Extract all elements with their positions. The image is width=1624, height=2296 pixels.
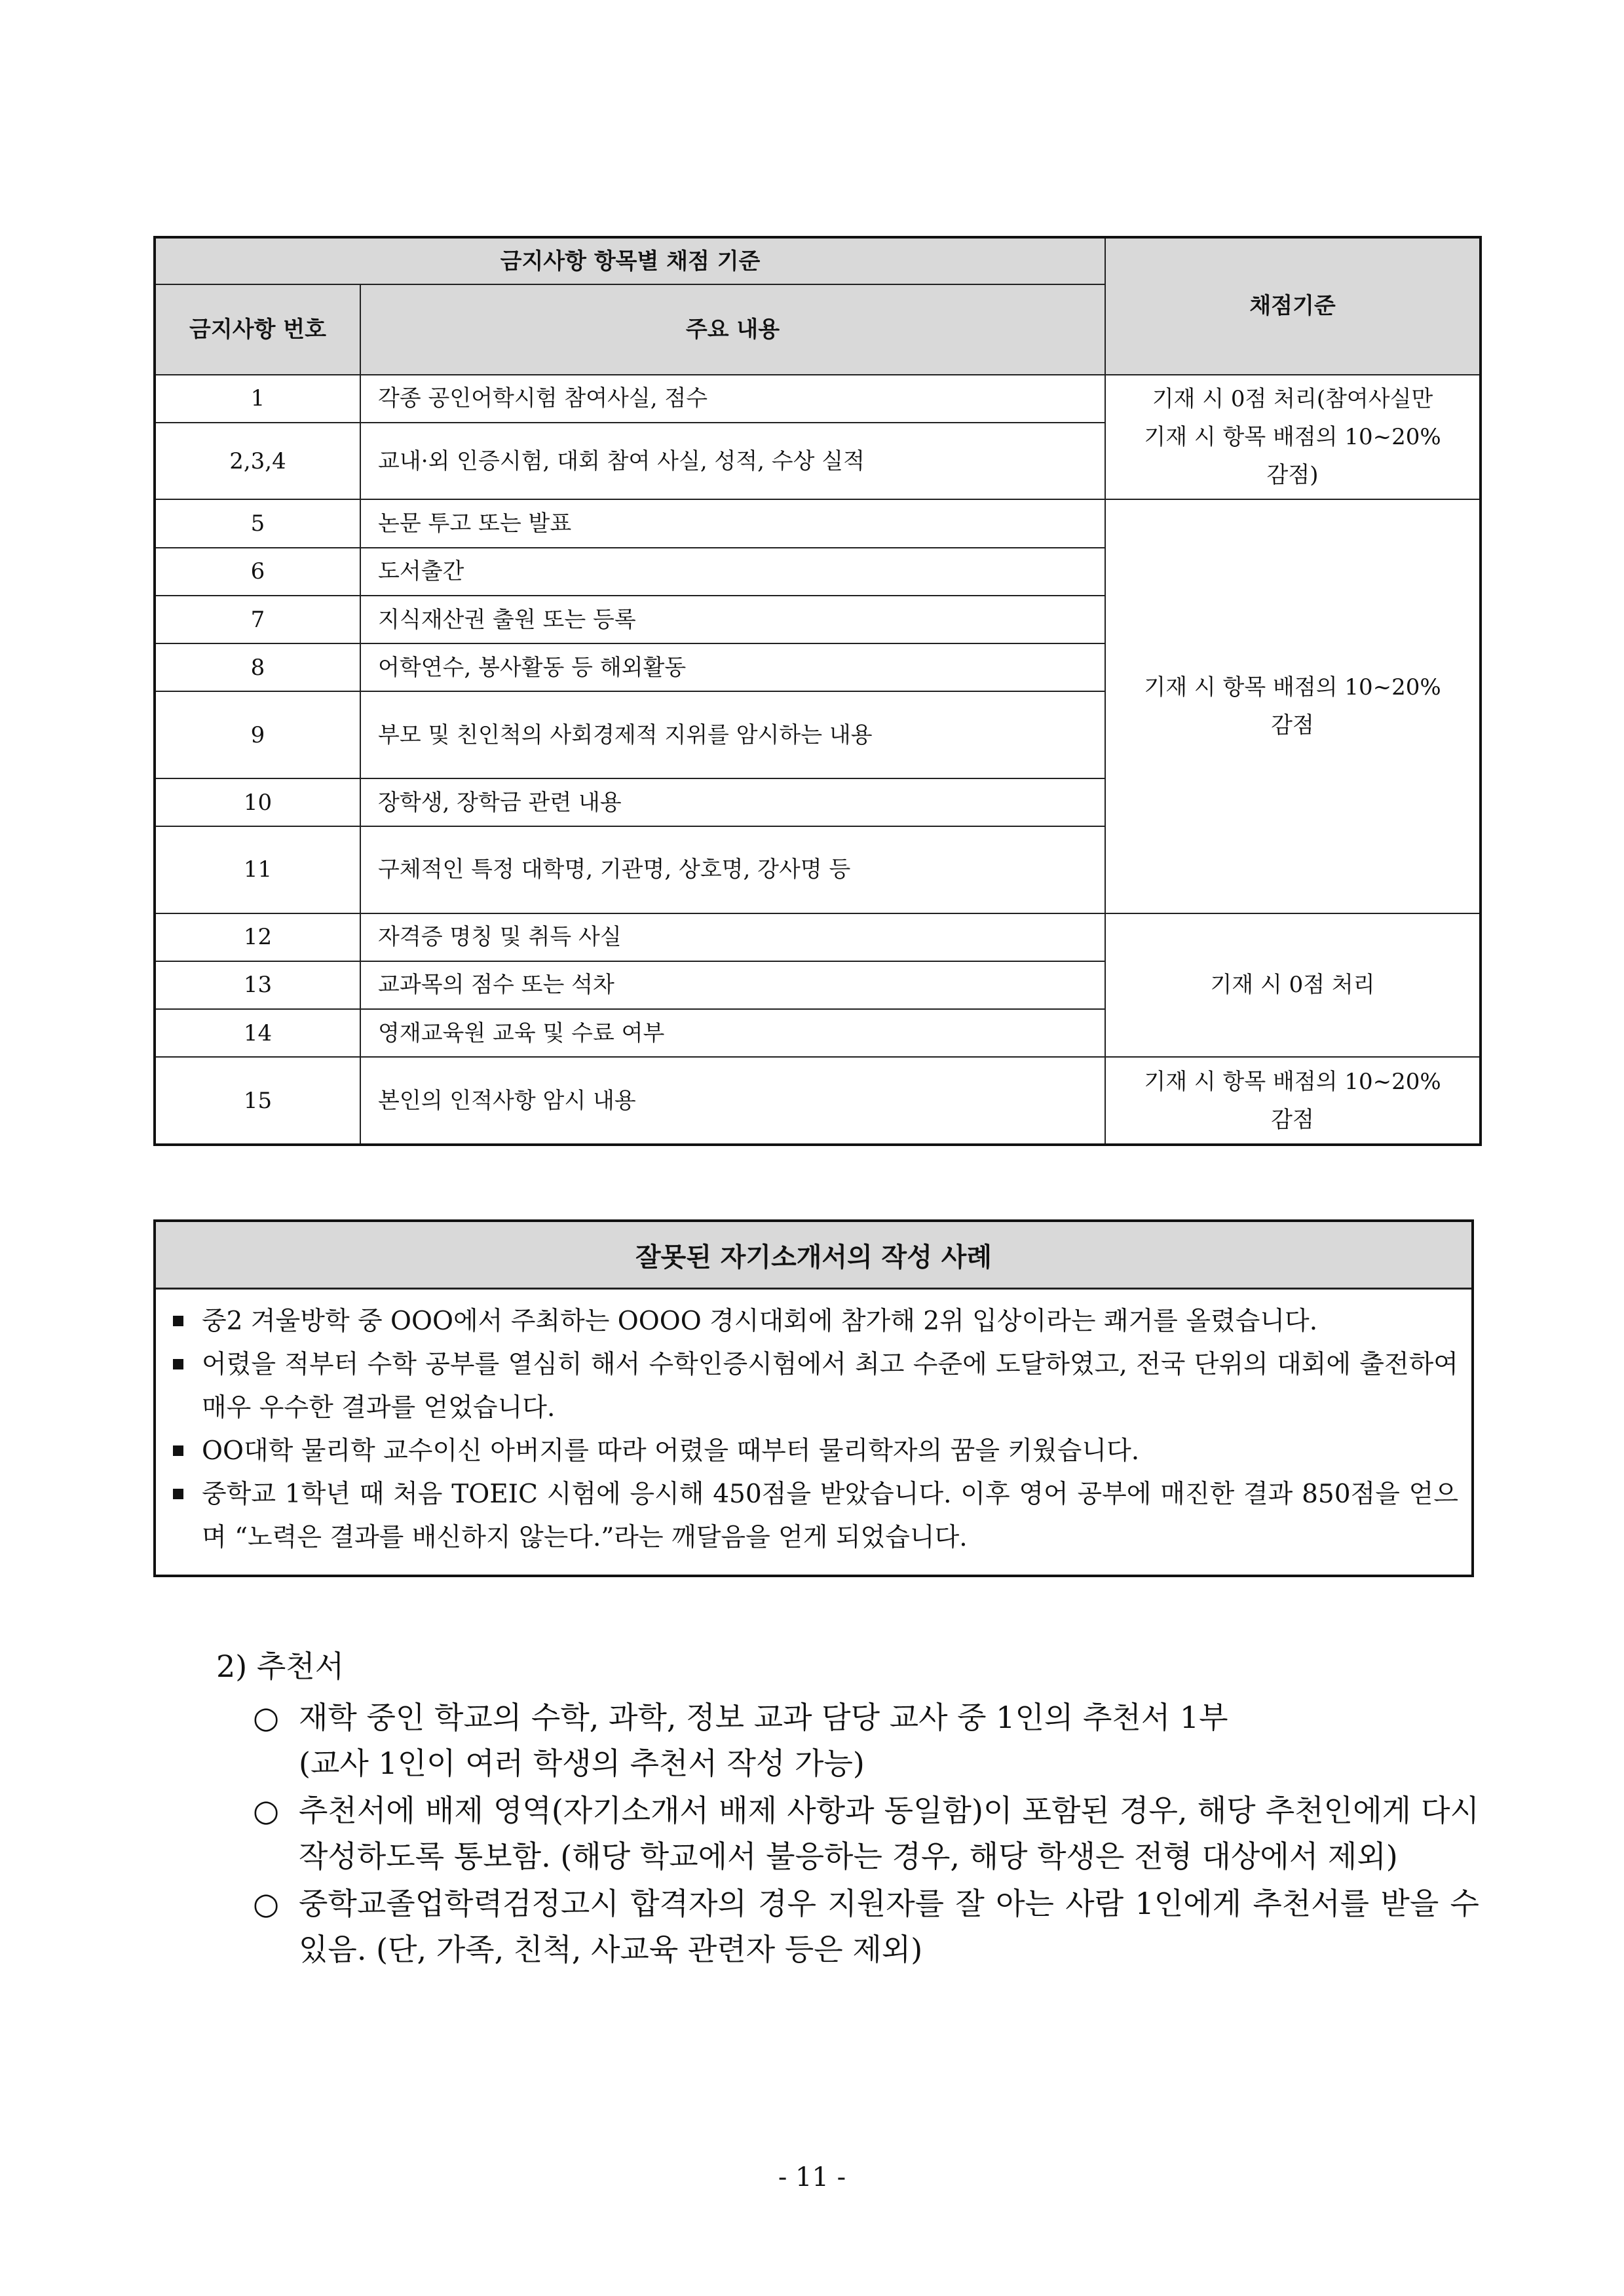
row-number: 8 (155, 643, 360, 691)
row-number: 15 (155, 1057, 360, 1145)
page-number: - 11 - (778, 2162, 846, 2192)
scoring-criteria-table (153, 236, 1482, 1146)
example-text: 어렸을 적부터 수학 공부를 열심히 해서 수학인증시험에서 최고 수준에 도달하였고, 전국 단위의 대회에 출전하여 매우 우수한 결과를 얻었습니다. (202, 1350, 1458, 1423)
row-content: 지식재산권 출원 또는 등록 (360, 596, 1105, 643)
recommendation-bullets (253, 1694, 1479, 1974)
circle-bullet-icon: ○ (253, 1793, 280, 1828)
row-number: 2,3,4 (155, 423, 360, 499)
bad-examples-box (153, 1219, 1474, 1577)
circle-bullet-icon: ○ (253, 1700, 280, 1735)
row-number: 11 (155, 826, 360, 913)
row-content: 장학생, 장학금 관련 내용 (360, 778, 1105, 826)
criteria-line: 감점 (1271, 712, 1314, 738)
list-item (253, 1788, 1479, 1879)
criteria-cell (1105, 499, 1481, 913)
criteria-line: 기재 시 항목 배점의 10~20% (1144, 674, 1441, 700)
criteria-line: 기재 시 0점 처리(참여사실만 (1152, 386, 1433, 413)
bullet-text: 중학교졸업학력검정고시 합격자의 경우 지원자를 잘 아는 사람 1인에게 추천서를 받을 수 있음. (단, 가족, 친척, 사교육 관련자 등은 제외) (299, 1886, 1479, 1967)
row-content: 논문 투고 또는 발표 (360, 499, 1105, 547)
row-content: 본인의 인적사항 암시 내용 (360, 1057, 1105, 1145)
row-content: 어학연수, 봉사활동 등 해외활동 (360, 643, 1105, 691)
content-column-header: 주요 내용 (360, 284, 1105, 374)
bullet-text: (교사 1인이 여러 학생의 추천서 작성 가능) (299, 1746, 865, 1781)
row-content: 각종 공인어학시험 참여사실, 점수 (360, 375, 1105, 423)
criteria-line: 기재 시 항목 배점의 10~20% (1144, 1068, 1441, 1095)
row-number: 10 (155, 778, 360, 826)
criteria-line: 기재 시 항목 배점의 10~20% (1144, 424, 1441, 451)
bad-examples-title: 잘못된 자기소개서의 작성 사례 (156, 1222, 1471, 1290)
row-number: 9 (155, 691, 360, 778)
list-item (253, 1694, 1479, 1786)
bullet-text: 추천서에 배제 영역(자기소개서 배제 사항과 동일함)이 포함된 경우, 해당 추천인에게 다시 작성하도록 통보함. (해당 학교에서 불응하는 경우, 해당 학생은 전형 대상에서 제외) (299, 1793, 1479, 1874)
square-bullet-icon (173, 1445, 183, 1456)
list-item (169, 1473, 1458, 1559)
list-item (169, 1343, 1458, 1430)
criteria-cell: 기재 시 0점 처리 (1105, 913, 1481, 1058)
table-group-header: 금지사항 항목별 채점 기준 (155, 237, 1105, 284)
row-content: 교내·외 인증시험, 대회 참여 사실, 성적, 수상 실적 (360, 423, 1105, 499)
square-bullet-icon (173, 1316, 183, 1326)
row-number: 14 (155, 1009, 360, 1057)
bullet-text: 재학 중인 학교의 수학, 과학, 정보 교과 담당 교사 중 1인의 추천서 1부 (299, 1700, 1228, 1735)
row-number: 7 (155, 596, 360, 643)
row-number: 6 (155, 548, 360, 596)
row-content: 교과목의 점수 또는 석차 (360, 961, 1105, 1009)
example-text: 중2 겨울방학 중 OOO에서 주최하는 OOOO 경시대회에 참가해 2위 입상이라는 쾌거를 올렸습니다. (202, 1307, 1318, 1336)
list-item (169, 1300, 1458, 1343)
row-number: 13 (155, 961, 360, 1009)
criteria-column-header: 채점기준 (1105, 237, 1481, 375)
row-number: 12 (155, 913, 360, 961)
criteria-cell (1105, 1057, 1481, 1145)
bad-examples-list (156, 1290, 1471, 1559)
number-column-header: 금지사항 번호 (155, 284, 360, 374)
row-content: 도서출간 (360, 548, 1105, 596)
list-item (253, 1881, 1479, 1972)
list-item (169, 1430, 1458, 1473)
criteria-line: 감점 (1271, 1106, 1314, 1133)
row-number: 1 (155, 375, 360, 423)
row-content: 영재교육원 교육 및 수료 여부 (360, 1009, 1105, 1057)
row-number: 5 (155, 499, 360, 547)
criteria-line: 감점) (1266, 462, 1319, 489)
section-heading: 2) 추천서 (216, 1649, 345, 1684)
row-content: 부모 및 친인척의 사회경제적 지위를 암시하는 내용 (360, 691, 1105, 778)
square-bullet-icon (173, 1359, 183, 1369)
criteria-cell (1105, 375, 1481, 500)
example-text: OO대학 물리학 교수이신 아버지를 따라 어렸을 때부터 물리학자의 꿈을 키웠습니다. (202, 1436, 1140, 1466)
row-content: 자격증 명칭 및 취득 사실 (360, 913, 1105, 961)
row-content: 구체적인 특정 대학명, 기관명, 상호명, 강사명 등 (360, 826, 1105, 913)
example-text: 중학교 1학년 때 처음 TOEIC 시험에 응시해 450점을 받았습니다. 이후 영어 공부에 매진한 결과 850점을 얻으며 “노력은 결과를 배신하지 않는다.”라는 깨달음을 얻게 되었습니다. (202, 1480, 1458, 1552)
square-bullet-icon (173, 1489, 183, 1499)
circle-bullet-icon: ○ (253, 1886, 280, 1921)
